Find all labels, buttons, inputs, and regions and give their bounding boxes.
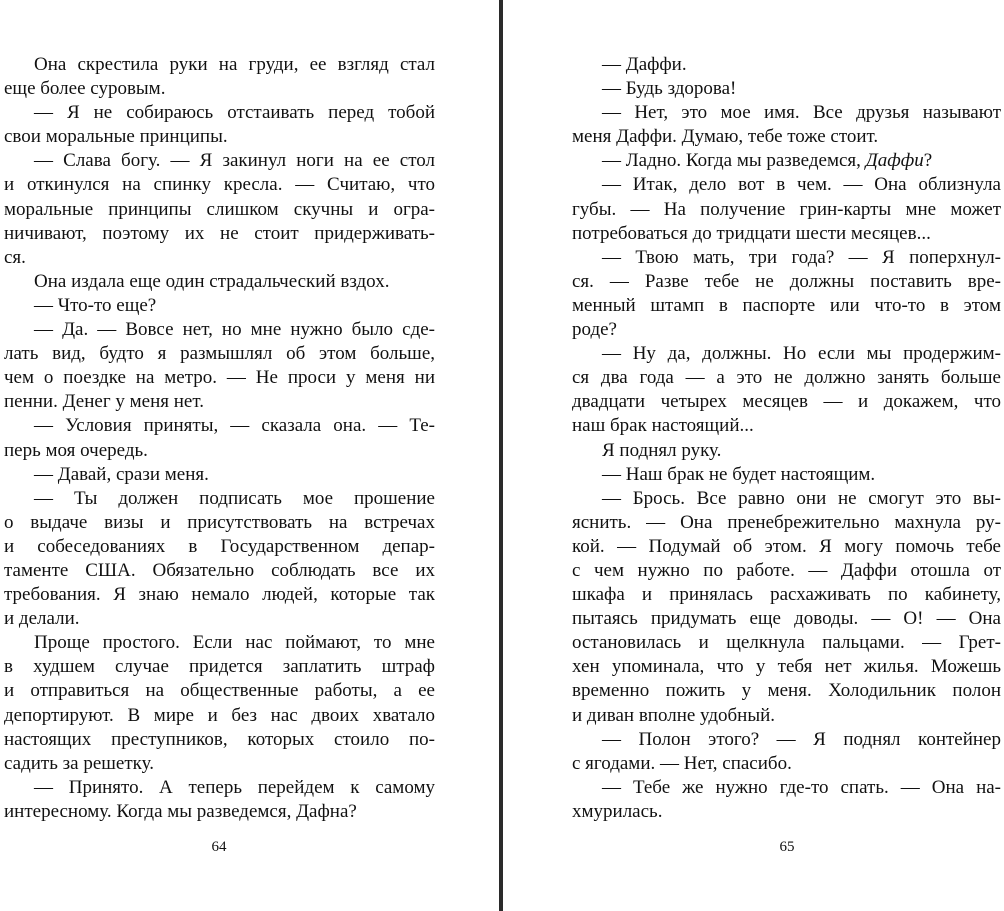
text-line: в худшем случае придется заплатить штраф xyxy=(4,656,435,678)
text-line: менный штамп в паспорте или что-то в этом xyxy=(572,294,1001,316)
text-line: — Я не собираюсь отстаивать перед тобой xyxy=(34,102,435,124)
text-line: — Наш брак не будет настоящим. xyxy=(602,463,876,485)
text-line: — Да. — Вовсе нет, но мне нужно было сде- xyxy=(34,319,435,341)
text-line: — Будь здорова! xyxy=(602,78,737,100)
text-line: и собеседованиях в Государственном депар- xyxy=(4,535,435,557)
text-line: — Брось. Все равно они не смогут это вы- xyxy=(602,487,1001,509)
text-line: и диван вполне удобный. xyxy=(572,704,776,726)
text-line: двадцати четырех месяцев — и докажем, что xyxy=(572,391,1001,413)
text-line: пытаясь придумать еще доводы. — О! — Она xyxy=(572,608,1001,630)
text-line: садить за решетку. xyxy=(4,752,154,774)
text-line: кой. — Подумай об этом. Я могу помочь тебе xyxy=(572,535,1001,557)
text-line: еще более суровым. xyxy=(4,78,166,100)
text-line: настоящих преступников, которых стоило по- xyxy=(4,728,435,750)
text-line: временно пожить у меня. Холодильник полон xyxy=(572,680,1001,702)
text-line: — Даффи. xyxy=(602,54,687,75)
text-line: Она издала еще один страдальческий вздох. xyxy=(34,270,390,292)
text-line: — Что-то еще? xyxy=(34,294,157,316)
text-line: ся. — Разве тебе не должны поставить вре- xyxy=(572,270,1001,292)
text-line: яснить. — Она пренебрежительно махнула ру- xyxy=(572,511,1001,533)
text-line: Я поднял руку. xyxy=(602,439,722,461)
text-line: — Ну да, должны. Но если мы продержим- xyxy=(602,343,1001,365)
text-line: Она скрестила руки на груди, ее взгляд стал xyxy=(34,54,435,75)
text-line: хен упоминала, что у тебя нет жилья. Можешь xyxy=(572,656,1001,678)
text-line: — Тебе же нужно где-то спать. — Она на- xyxy=(602,776,1001,798)
text-line: — Давай, срази меня. xyxy=(34,463,209,485)
book-spine xyxy=(499,0,503,911)
text-line: с чем нужно по работе. — Даффи отошла от xyxy=(572,559,1001,581)
text-line: моральные принципы слишком скучны и огра- xyxy=(4,198,435,220)
text-line: таменте США. Обязательно соблюдать все их xyxy=(4,559,435,581)
text-line: — Ладно. Когда мы разведемся, Даффи? xyxy=(602,150,933,172)
text-line: перь моя очередь. xyxy=(4,439,148,461)
text-line: наш брак настоящий... xyxy=(572,415,754,437)
text-line: — Твою мать, три года? — Я поперхнул- xyxy=(602,246,1001,268)
text-line: ся два года — а это не должно занять больше xyxy=(572,367,1001,389)
page-number-right: 65 xyxy=(779,839,795,855)
right-page-text xyxy=(572,53,1001,824)
text-line: и отправиться на общественные работы, а ее xyxy=(4,680,435,702)
text-line: чем о поездке на метро. — Не проси у меня ни xyxy=(4,367,435,389)
text-line: — Полон этого? — Я поднял контейнер xyxy=(602,728,1001,750)
text-line: с ягодами. — Нет, спасибо. xyxy=(572,752,792,774)
text-line: лать вид, будто я размышлял об этом больше, xyxy=(4,343,435,365)
text-line: Проще простого. Если нас поймают, то мне xyxy=(34,632,435,654)
text-line: меня Даффи. Думаю, тебе тоже стоит. xyxy=(572,126,879,148)
text-line: потребоваться до тридцати шести месяцев... xyxy=(572,222,931,244)
text-line: — Итак, дело вот в чем. — Она облизнула xyxy=(602,174,1001,196)
text-line: пенни. Денег у меня нет. xyxy=(4,391,204,413)
text-line: ничивают, поэтому их не стоит придерживать- xyxy=(4,222,435,244)
text-line: о выдаче визы и присутствовать на встречах xyxy=(4,511,435,533)
page-number-left: 64 xyxy=(211,839,227,855)
text-line: шкафа и принялась расхаживать по кабинету, xyxy=(572,584,1001,606)
text-line: — Принято. А теперь перейдем к самому xyxy=(34,776,435,798)
text-line: хмурилась. xyxy=(572,800,663,822)
text-line: требования. Я знаю немало людей, которые так xyxy=(4,584,435,606)
text-line: — Условия приняты, — сказала она. — Те- xyxy=(34,415,435,437)
text-line: депортируют. В мире и без нас двоих хватало xyxy=(4,704,435,726)
text-line: — Слава богу. — Я закинул ноги на ее стол xyxy=(34,150,435,172)
text-line: и откинулся на спинку кресла. — Считаю, что xyxy=(4,174,435,196)
text-line: — Нет, это мое имя. Все друзья называют xyxy=(602,102,1001,124)
text-line: ся. xyxy=(4,246,26,268)
text-line: интересному. Когда мы разведемся, Дафна? xyxy=(4,800,357,822)
text-line: свои моральные принципы. xyxy=(4,126,228,148)
text-line: губы. — На получение грин-карты мне может xyxy=(572,198,1001,220)
text-line: и делали. xyxy=(4,608,80,630)
text-line: остановилась и щелкнула пальцами. — Грет- xyxy=(572,632,1001,654)
text-line: роде? xyxy=(572,319,617,341)
left-page-text xyxy=(4,53,435,824)
text-line: — Ты должен подписать мое прошение xyxy=(34,487,435,509)
